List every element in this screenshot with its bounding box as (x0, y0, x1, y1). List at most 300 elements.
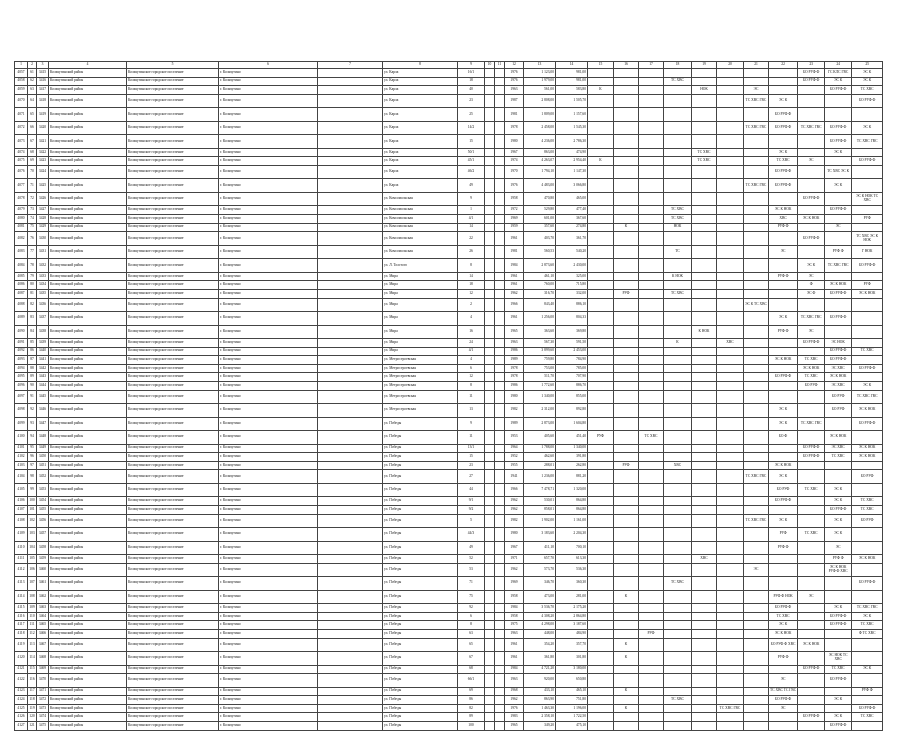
table-cell: 105 (28, 555, 37, 564)
table-cell (318, 612, 383, 621)
table-cell (318, 223, 383, 232)
table-cell (664, 722, 692, 731)
table-cell (744, 404, 769, 418)
table-cell (664, 444, 692, 453)
table-cell (485, 696, 495, 705)
table-cell: 316,70 (524, 289, 556, 298)
table-cell: 1952 (505, 453, 524, 462)
table-cell (495, 604, 505, 613)
table-cell: ТС ХВС (798, 373, 825, 382)
table-cell (692, 339, 717, 348)
table-cell: 4105 (15, 483, 28, 497)
table-cell (639, 325, 664, 339)
table-cell (614, 444, 639, 453)
table-cell: 3430 (37, 232, 49, 246)
housing-register-table (14, 61, 883, 731)
table-cell: 50/1 (458, 148, 485, 157)
table-cell: г. Кольчугино (219, 417, 318, 431)
table-cell: 95 (28, 444, 37, 453)
table-cell (588, 417, 614, 431)
table-cell: 4100 (15, 431, 28, 445)
table-cell: 4 721,20 (524, 665, 556, 674)
table-cell (639, 483, 664, 497)
table-cell: 94 (28, 431, 37, 445)
table-cell (485, 364, 495, 373)
table-cell (614, 69, 639, 78)
table-cell (798, 165, 825, 179)
table-cell: ТС ХВС (852, 621, 883, 630)
table-cell: Ф (798, 281, 825, 290)
table-cell: 4124 (15, 696, 28, 705)
table-cell (639, 206, 664, 215)
table-cell: 4072 (15, 121, 28, 135)
table-cell (485, 390, 495, 404)
table-cell (639, 713, 664, 722)
table-cell: РУФ (639, 629, 664, 638)
table-cell (825, 470, 852, 484)
table-cell: ул. Победы (383, 483, 458, 497)
table-cell: 69 (28, 157, 37, 166)
table-cell: 3429 (37, 223, 49, 232)
table-cell: 4081 (15, 223, 28, 232)
table-cell: БО РУФ Ф (825, 312, 852, 326)
table-cell (664, 148, 692, 157)
table-cell (798, 555, 825, 564)
table-cell: 863,00 (524, 148, 556, 157)
table-cell: 1969 (505, 577, 524, 591)
table-cell: 4077 (15, 179, 28, 193)
table-cell (588, 541, 614, 555)
table-cell: Кольчугинский район (49, 541, 127, 555)
table-row (15, 497, 883, 506)
table-cell: Кольчугинское городское поселение (127, 687, 219, 696)
table-cell: ул. Победы (383, 674, 458, 688)
table-row (15, 461, 883, 470)
table-cell: 301,80 (556, 652, 588, 666)
table-cell: 4 (458, 356, 485, 365)
table-cell: ул. Победы (383, 687, 458, 696)
table-cell: Кольчугинское городское поселение (127, 245, 219, 259)
table-cell (588, 638, 614, 652)
table-cell: 1962 (505, 289, 524, 298)
table-row (15, 259, 883, 273)
table-cell: Кольчугинский район (49, 223, 127, 232)
table-cell (588, 108, 614, 122)
table-cell (588, 590, 614, 604)
table-cell: ул. Метростроевская (383, 404, 458, 418)
table-cell: ЭС (769, 674, 798, 688)
table-cell (744, 77, 769, 86)
table-cell (769, 577, 798, 591)
table-cell: 3432 (37, 259, 49, 273)
table-cell (664, 347, 692, 356)
table-cell: Кольчугинский район (49, 272, 127, 281)
table-cell: ЭС К (825, 483, 852, 497)
table-cell (664, 232, 692, 246)
table-cell: БО РУФ Ф (769, 121, 798, 135)
table-cell (692, 206, 717, 215)
table-cell (614, 192, 639, 206)
table-cell: 1 157,60 (556, 108, 588, 122)
table-cell: Кольчугинский район (49, 505, 127, 514)
table-cell: 451,40 (556, 431, 588, 445)
table-cell (639, 687, 664, 696)
table-cell (664, 453, 692, 462)
table-cell (825, 417, 852, 431)
table-cell: 529,80 (524, 206, 556, 215)
table-cell: 44 (458, 483, 485, 497)
table-cell (717, 165, 744, 179)
table-cell: 3420 (37, 121, 49, 135)
table-cell: Кольчугинский район (49, 453, 127, 462)
table-cell: 4104 (15, 470, 28, 484)
table-cell: 920,00 (524, 674, 556, 688)
table-cell (664, 157, 692, 166)
table-cell (485, 192, 495, 206)
table-cell (614, 713, 639, 722)
table-cell (639, 541, 664, 555)
table-cell: 1986 (505, 382, 524, 391)
table-cell: 1 545,30 (556, 121, 588, 135)
table-row (15, 621, 883, 630)
table-cell (588, 713, 614, 722)
table-cell: 1958 (505, 192, 524, 206)
table-cell (769, 364, 798, 373)
table-cell (318, 704, 383, 713)
table-cell: 561,00 (524, 86, 556, 95)
table-cell: 4127 (15, 722, 28, 731)
table-cell (639, 364, 664, 373)
table-cell (588, 121, 614, 135)
table-cell (318, 382, 383, 391)
table-cell (588, 722, 614, 731)
table-cell: 67 (458, 652, 485, 666)
column-number-header: 11 (495, 62, 505, 69)
table-cell: ЭС (798, 590, 825, 604)
table-cell: Кольчугинское городское поселение (127, 713, 219, 722)
table-cell: РУФ Ф (769, 325, 798, 339)
table-row (15, 298, 883, 312)
table-cell (318, 339, 383, 348)
table-cell (495, 215, 505, 224)
table-cell (798, 206, 825, 215)
table-cell (495, 665, 505, 674)
column-number-header: 13 (524, 62, 556, 69)
table-cell (485, 563, 495, 577)
table-cell (744, 417, 769, 431)
table-cell: 363,60 (524, 325, 556, 339)
table-cell (744, 272, 769, 281)
table-cell: 24 (458, 339, 485, 348)
table-cell: 9/1 (458, 497, 485, 506)
table-cell (692, 94, 717, 108)
table-cell (639, 577, 664, 591)
table-cell (588, 483, 614, 497)
table-cell (614, 86, 639, 95)
table-cell: ул. Победы (383, 696, 458, 705)
table-cell (588, 77, 614, 86)
table-cell: г. Кольчугино (219, 259, 318, 273)
table-cell: 4083 (15, 245, 28, 259)
table-cell: 118 (28, 696, 37, 705)
table-cell: г. Кольчугино (219, 94, 318, 108)
column-number-header: 14 (556, 62, 588, 69)
table-cell: ХВС (717, 339, 744, 348)
table-cell (717, 135, 744, 149)
table-cell: 759,80 (524, 356, 556, 365)
table-cell: 4123 (15, 687, 28, 696)
table-cell: г. Кольчугино (219, 86, 318, 95)
table-cell: 4 263,07 (524, 157, 556, 166)
table-cell (717, 312, 744, 326)
table-row (15, 94, 883, 108)
table-cell: ТС ХВС ТС ГВС (769, 687, 798, 696)
table-cell: 64 (28, 94, 37, 108)
table-cell: Кольчугинский район (49, 497, 127, 506)
table-cell: Кольчугинское городское поселение (127, 347, 219, 356)
table-cell: Кольчугинский район (49, 590, 127, 604)
table-cell: 3443 (37, 373, 49, 382)
table-cell: 3474 (37, 713, 49, 722)
table-cell: Кольчугинское городское поселение (127, 638, 219, 652)
column-number-header: 22 (769, 62, 798, 69)
table-row (15, 555, 883, 564)
table-cell (485, 289, 495, 298)
table-cell (639, 77, 664, 86)
table-cell: ТС ХВС (664, 696, 692, 705)
table-cell: ул. Мира (383, 289, 458, 298)
table-cell (639, 272, 664, 281)
table-cell: 4074 (15, 148, 28, 157)
table-cell: 3424 (37, 165, 49, 179)
table-cell: 391,80 (556, 453, 588, 462)
table-cell (495, 165, 505, 179)
table-cell (495, 687, 505, 696)
table-cell: ул. Метростроевская (383, 390, 458, 404)
table-cell (639, 289, 664, 298)
table-cell (639, 555, 664, 564)
table-cell (588, 245, 614, 259)
table-cell: Кольчугинский район (49, 713, 127, 722)
table-cell: 461,10 (524, 272, 556, 281)
table-cell: Кольчугинский район (49, 704, 127, 713)
table-cell: 1965 (505, 722, 524, 731)
table-cell (692, 563, 717, 577)
table-cell: ЭС К (825, 497, 852, 506)
table-cell (692, 665, 717, 674)
table-cell (692, 687, 717, 696)
table-cell (692, 312, 717, 326)
table-cell (744, 453, 769, 462)
table-cell: 4070 (15, 94, 28, 108)
table-cell (588, 373, 614, 382)
table-cell: 1961 (505, 638, 524, 652)
table-cell: ул. Мира (383, 347, 458, 356)
table-cell (744, 541, 769, 555)
table-cell: К (664, 339, 692, 348)
table-cell: ЭС К (769, 470, 798, 484)
table-cell: 361,80 (524, 652, 556, 666)
table-cell (825, 232, 852, 246)
table-cell (798, 223, 825, 232)
table-cell (318, 417, 383, 431)
table-cell: г. Кольчугино (219, 621, 318, 630)
table-cell: ул. Мира (383, 281, 458, 290)
table-cell: БО РУФ (825, 404, 852, 418)
table-cell: ул. Победы (383, 722, 458, 731)
table-cell: г. Кольчугино (219, 638, 318, 652)
table-cell (614, 417, 639, 431)
table-cell (318, 390, 383, 404)
table-cell: ТС ХВС ГВС (798, 121, 825, 135)
table-cell: 1981 (505, 245, 524, 259)
table-cell: 2 873,60 (524, 259, 556, 273)
table-cell: 1 772,60 (524, 382, 556, 391)
table-cell (485, 638, 495, 652)
table-cell (495, 528, 505, 542)
table-cell: 4092 (15, 347, 28, 356)
table-cell (588, 281, 614, 290)
table-row (15, 312, 883, 326)
table-cell (664, 541, 692, 555)
table-cell (744, 687, 769, 696)
table-cell (588, 505, 614, 514)
table-cell: ул. Мира (383, 339, 458, 348)
table-cell (485, 590, 495, 604)
table-cell: 1987 (505, 94, 524, 108)
table-cell (495, 563, 505, 577)
table-row (15, 77, 883, 86)
table-cell: 102 (28, 514, 37, 528)
table-cell (495, 696, 505, 705)
table-cell: 68 (28, 148, 37, 157)
table-cell (495, 713, 505, 722)
table-cell: 3431 (37, 245, 49, 259)
table-cell: Кольчугинское городское поселение (127, 621, 219, 630)
table-cell: 9 (458, 192, 485, 206)
table-cell (639, 470, 664, 484)
table-cell (744, 665, 769, 674)
table-cell (485, 687, 495, 696)
table-cell: г. Кольчугино (219, 541, 318, 555)
table-cell: ЭС (825, 223, 852, 232)
table-cell (588, 148, 614, 157)
table-cell (664, 629, 692, 638)
table-cell: ул. Победы (383, 638, 458, 652)
table-cell: 12 (458, 289, 485, 298)
table-cell: 470,80 (524, 192, 556, 206)
table-cell: 3439 (37, 339, 49, 348)
table-cell (639, 347, 664, 356)
table-cell: БО РУФ Ф (825, 722, 852, 731)
table-cell: ЭС (769, 704, 798, 713)
table-cell: Кольчугинское городское поселение (127, 696, 219, 705)
table-cell: Кольчугинское городское поселение (127, 289, 219, 298)
table-cell (717, 108, 744, 122)
table-cell (692, 483, 717, 497)
table-cell: 4 (458, 312, 485, 326)
table-cell: 84 (28, 325, 37, 339)
table-cell (852, 528, 883, 542)
table-cell (614, 339, 639, 348)
table-cell: 4114 (15, 590, 28, 604)
table-cell (744, 629, 769, 638)
table-cell (318, 555, 383, 564)
table-cell (318, 483, 383, 497)
table-cell (495, 148, 505, 157)
table-cell (664, 590, 692, 604)
table-cell: РУФ (614, 461, 639, 470)
table-cell: Кольчугинское городское поселение (127, 206, 219, 215)
table-cell (717, 232, 744, 246)
table-cell: 3452 (37, 470, 49, 484)
table-cell (717, 289, 744, 298)
table-row (15, 713, 883, 722)
table-cell: РУФ (852, 281, 883, 290)
table-cell: 15 (458, 453, 485, 462)
table-cell (495, 577, 505, 591)
table-cell (485, 665, 495, 674)
table-cell: ул. Карла (383, 108, 458, 122)
table-cell: 433,10 (524, 687, 556, 696)
table-cell: Кольчугинское городское поселение (127, 505, 219, 514)
table-cell: ул. Л. Толстого (383, 259, 458, 273)
table-cell (692, 621, 717, 630)
table-cell: ЭС ХВС (825, 444, 852, 453)
table-cell (717, 577, 744, 591)
table-cell: ул. Комсомольская (383, 206, 458, 215)
table-cell: ЭС К (825, 696, 852, 705)
table-cell: г. Кольчугино (219, 382, 318, 391)
table-cell (825, 325, 852, 339)
table-cell (692, 165, 717, 179)
table-cell: Кольчугинский район (49, 206, 127, 215)
table-cell (717, 356, 744, 365)
table-cell: 18 (458, 77, 485, 86)
table-cell (495, 444, 505, 453)
table-cell (588, 604, 614, 613)
table-cell (717, 417, 744, 431)
table-cell: 4087 (15, 289, 28, 298)
table-cell (318, 373, 383, 382)
table-cell (588, 497, 614, 506)
table-cell: ТС ХВС (852, 497, 883, 506)
table-cell: г. Кольчугино (219, 77, 318, 86)
table-cell (318, 665, 383, 674)
table-cell: ТС ХВС (664, 215, 692, 224)
table-cell: ул. Карла (383, 94, 458, 108)
table-cell: БО РУФ Ф (825, 347, 852, 356)
table-cell (614, 390, 639, 404)
table-cell (485, 461, 495, 470)
table-cell: 4101 (15, 444, 28, 453)
table-cell (664, 528, 692, 542)
table-cell: 73 (28, 206, 37, 215)
table-cell: Кольчугинский район (49, 148, 127, 157)
table-cell: г. Кольчугино (219, 192, 318, 206)
table-cell: Кольчугинский район (49, 696, 127, 705)
table-cell (664, 356, 692, 365)
table-cell (717, 674, 744, 688)
table-cell: 573,70 (524, 563, 556, 577)
table-cell (318, 179, 383, 193)
table-cell: 753,00 (524, 364, 556, 373)
table-cell (614, 541, 639, 555)
table-cell (588, 69, 614, 78)
table-cell (798, 704, 825, 713)
table-cell (769, 69, 798, 78)
table-cell: Кольчугинский район (49, 86, 127, 95)
